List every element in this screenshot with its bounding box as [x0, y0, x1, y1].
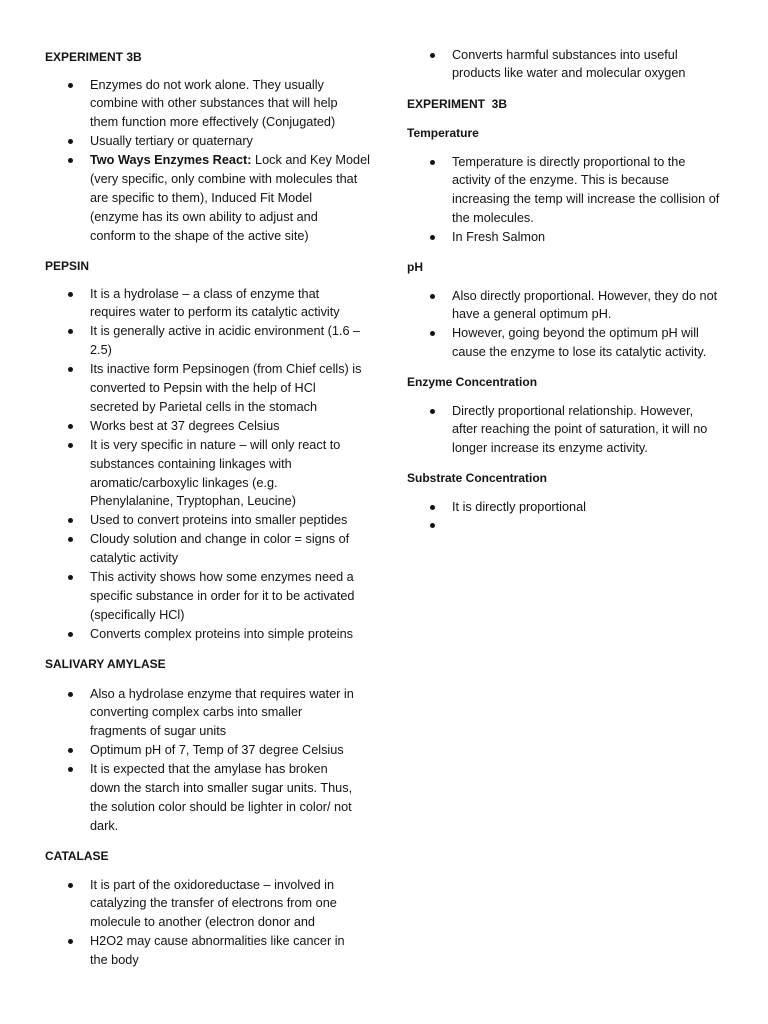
bullet-text-line: (very specific, only combine with molecules that — [90, 172, 358, 187]
bullet-icon — [68, 575, 73, 580]
bullet-text-line: increasing the temp will increase the collision of — [452, 192, 720, 207]
bullet-text-line: Phenylalanine, Tryptophan, Leucine) — [90, 494, 296, 509]
bullet-text-line — [90, 151, 375, 170]
bullet-text-line: Its inactive form Pepsinogen (from Chief cells) is — [90, 362, 362, 377]
heading-ph: pH — [407, 259, 423, 274]
bullet-item — [45, 285, 375, 323]
bullet-item — [45, 322, 375, 360]
bullet-text-line: them function more effectively (Conjugated) — [90, 115, 336, 130]
bullet-text-line: longer increase its enzyme activity. — [452, 441, 648, 456]
bullet-item — [45, 76, 375, 133]
bullet-text-line — [452, 516, 737, 535]
bullet-icon — [430, 331, 435, 336]
bullet-text-line: catalytic activity — [90, 551, 179, 566]
bullet-item — [407, 287, 737, 325]
bullet-item — [45, 511, 375, 530]
bullet-icon — [68, 329, 73, 334]
bullet-text-line: It is a hydrolase – a class of enzyme that — [90, 286, 320, 301]
bullet-text-line: It is expected that the amylase has broken — [90, 762, 328, 777]
bullet-text-line: Converts complex proteins into simple proteins — [90, 626, 354, 641]
bullet-icon — [430, 53, 435, 58]
bullet-text-line: dark. — [90, 818, 119, 833]
bullet-text-line: Also directly proportional. However, they do not — [452, 288, 718, 303]
bullet-item — [45, 151, 375, 246]
bullet-text-line: substances containing linkages with — [90, 456, 292, 471]
bullet-text-line: activity of the enzyme. This is because — [452, 173, 669, 188]
bold-lead-text: Two Ways Enzymes React: — [90, 153, 252, 168]
heading-experiment-3b: EXPERIMENT 3B — [45, 49, 142, 64]
bullet-text-line: down the starch into smaller sugar units. Thus, — [90, 781, 353, 796]
bullet-text-line: Used to convert proteins into smaller peptides — [90, 513, 348, 528]
bullet-item-empty — [407, 516, 737, 535]
bullet-item — [407, 498, 737, 517]
bullet-text-line: conform to the shape of the active site) — [90, 228, 309, 243]
bullet-text-line: molecule to another (electron donor and — [90, 915, 315, 930]
bullet-text-line: Optimum pH of 7, Temp of 37 degree Celsius — [90, 743, 344, 758]
bullet-text-line: the solution color should be lighter in color/ not — [90, 799, 352, 814]
bullet-text-line: It is directly proportional — [452, 499, 586, 514]
bullet-text-line: are specific to them), Induced Fit Model — [90, 190, 313, 205]
bullet-icon — [68, 632, 73, 637]
bullet-text-line: It is generally active in acidic environment (1.6 – — [90, 324, 361, 339]
bullet-text-line: catalyzing the transfer of electrons from one — [90, 896, 337, 911]
bullet-text-line: Converts harmful substances into useful — [452, 47, 678, 62]
bullet-text-line: Cloudy solution and change in color = signs of — [90, 532, 350, 547]
bullet-text-line: Usually tertiary or quaternary — [90, 134, 253, 149]
bullet-item — [45, 741, 375, 760]
bullet-text-line: the body — [90, 953, 139, 968]
bullet-text: Lock and Key Model — [255, 153, 370, 168]
bullet-text-line: In Fresh Salmon — [452, 230, 546, 245]
bullet-text-line: However, going beyond the optimum pH will — [452, 326, 699, 341]
bullet-icon — [68, 367, 73, 372]
bullet-text-line: cause the enzyme to lose its catalytic activity. — [452, 345, 707, 360]
bullet-item — [407, 402, 737, 459]
bullet-text-line: H2O2 may cause abnormalities like cancer in — [90, 934, 345, 949]
heading-experiment-3b-second: EXPERIMENT 3B — [407, 96, 508, 111]
heading-pepsin: PEPSIN — [45, 258, 90, 273]
bullet-item — [45, 132, 375, 151]
bullet-text-line: have a general optimum pH. — [452, 307, 612, 322]
bullet-item — [45, 568, 375, 625]
bullet-text-line: It is very specific in nature – will only react to — [90, 437, 341, 452]
bullet-text-line: products like water and molecular oxygen — [452, 66, 686, 81]
bullet-text-line: converted to Pepsin with the help of HCl — [90, 381, 316, 396]
bullet-text-line: Directly proportional relationship. However, — [452, 403, 694, 418]
bullet-item — [45, 360, 375, 417]
bullet-icon — [68, 158, 73, 163]
catalase-bullet-list — [45, 876, 375, 971]
bullet-text-line: (specifically HCl) — [90, 607, 185, 622]
bullet-text-line: aromatic/carboxylic linkages (e.g. — [90, 475, 278, 490]
bullet-text-line: Temperature is directly proportional to the — [452, 154, 686, 169]
bullet-item — [45, 876, 375, 933]
bullet-text-line: converting complex carbs into smaller — [90, 705, 303, 720]
bullet-icon — [430, 294, 435, 299]
bullet-icon — [68, 424, 73, 429]
bullet-text-line: fragments of sugar units — [90, 724, 227, 739]
bullet-item — [45, 436, 375, 512]
bullet-icon — [68, 518, 73, 523]
bullet-icon — [430, 505, 435, 510]
heading-substrate-concentration: Substrate Concentration — [407, 470, 548, 485]
ph-bullet-list — [407, 287, 737, 363]
bullet-icon — [68, 443, 73, 448]
bullet-icon — [430, 523, 435, 528]
salivary-amylase-bullet-list — [45, 685, 375, 836]
bullet-text-line: combine with other substances that will help — [90, 96, 338, 111]
bullet-item — [45, 760, 375, 836]
bullet-item — [407, 228, 737, 247]
pepsin-bullet-list — [45, 285, 375, 644]
bullet-text-line: 2.5) — [90, 343, 112, 358]
bullet-item — [45, 530, 375, 568]
experiment-bullet-list — [45, 76, 375, 246]
bullet-icon — [68, 692, 73, 697]
catalase-continued-bullet-list — [407, 46, 737, 84]
heading-salivary-amylase: SALIVARY AMYLASE — [45, 656, 166, 671]
bullet-item — [407, 153, 737, 229]
bullet-text-line: the molecules. — [452, 211, 534, 226]
bullet-item — [45, 625, 375, 644]
bullet-item — [45, 685, 375, 742]
bullet-icon — [68, 83, 73, 88]
bullet-text-line: This activity shows how some enzymes need a — [90, 570, 354, 585]
bullet-icon — [68, 292, 73, 297]
bullet-item — [45, 932, 375, 970]
bullet-text-line: requires water to perform its catalytic activity — [90, 305, 340, 320]
bullet-text-line: Works best at 37 degrees Celsius — [90, 418, 280, 433]
bullet-icon — [430, 409, 435, 414]
heading-enzyme-concentration: Enzyme Concentration — [407, 374, 538, 389]
bullet-text-line: It is part of the oxidoreductase – involved in — [90, 877, 335, 892]
enzyme-concentration-bullet-list — [407, 402, 737, 459]
substrate-concentration-bullet-list — [407, 498, 737, 536]
bullet-text-line: Enzymes do not work alone. They usually — [90, 77, 324, 92]
bullet-text-line: secreted by Parietal cells in the stomach — [90, 399, 318, 414]
bullet-text-line: specific substance in order for it to be activated — [90, 589, 355, 603]
bullet-icon — [430, 235, 435, 240]
bullet-icon — [68, 939, 73, 944]
bullet-text-line: Also a hydrolase enzyme that requires water in — [90, 686, 354, 701]
bullet-icon — [68, 537, 73, 542]
bullet-icon — [68, 139, 73, 144]
heading-catalase: CATALASE — [45, 848, 109, 863]
bullet-icon — [68, 767, 73, 772]
bullet-icon — [68, 748, 73, 753]
bullet-item — [407, 46, 737, 84]
bullet-text-line: after reaching the point of saturation, it will no — [452, 422, 708, 437]
bullet-item — [45, 417, 375, 436]
temperature-bullet-list — [407, 153, 737, 248]
heading-temperature: Temperature — [407, 125, 479, 140]
bullet-text-line: (enzyme has its own ability to adjust and — [90, 209, 318, 224]
bullet-icon — [430, 160, 435, 165]
bullet-item — [407, 324, 737, 362]
bullet-icon — [68, 883, 73, 888]
